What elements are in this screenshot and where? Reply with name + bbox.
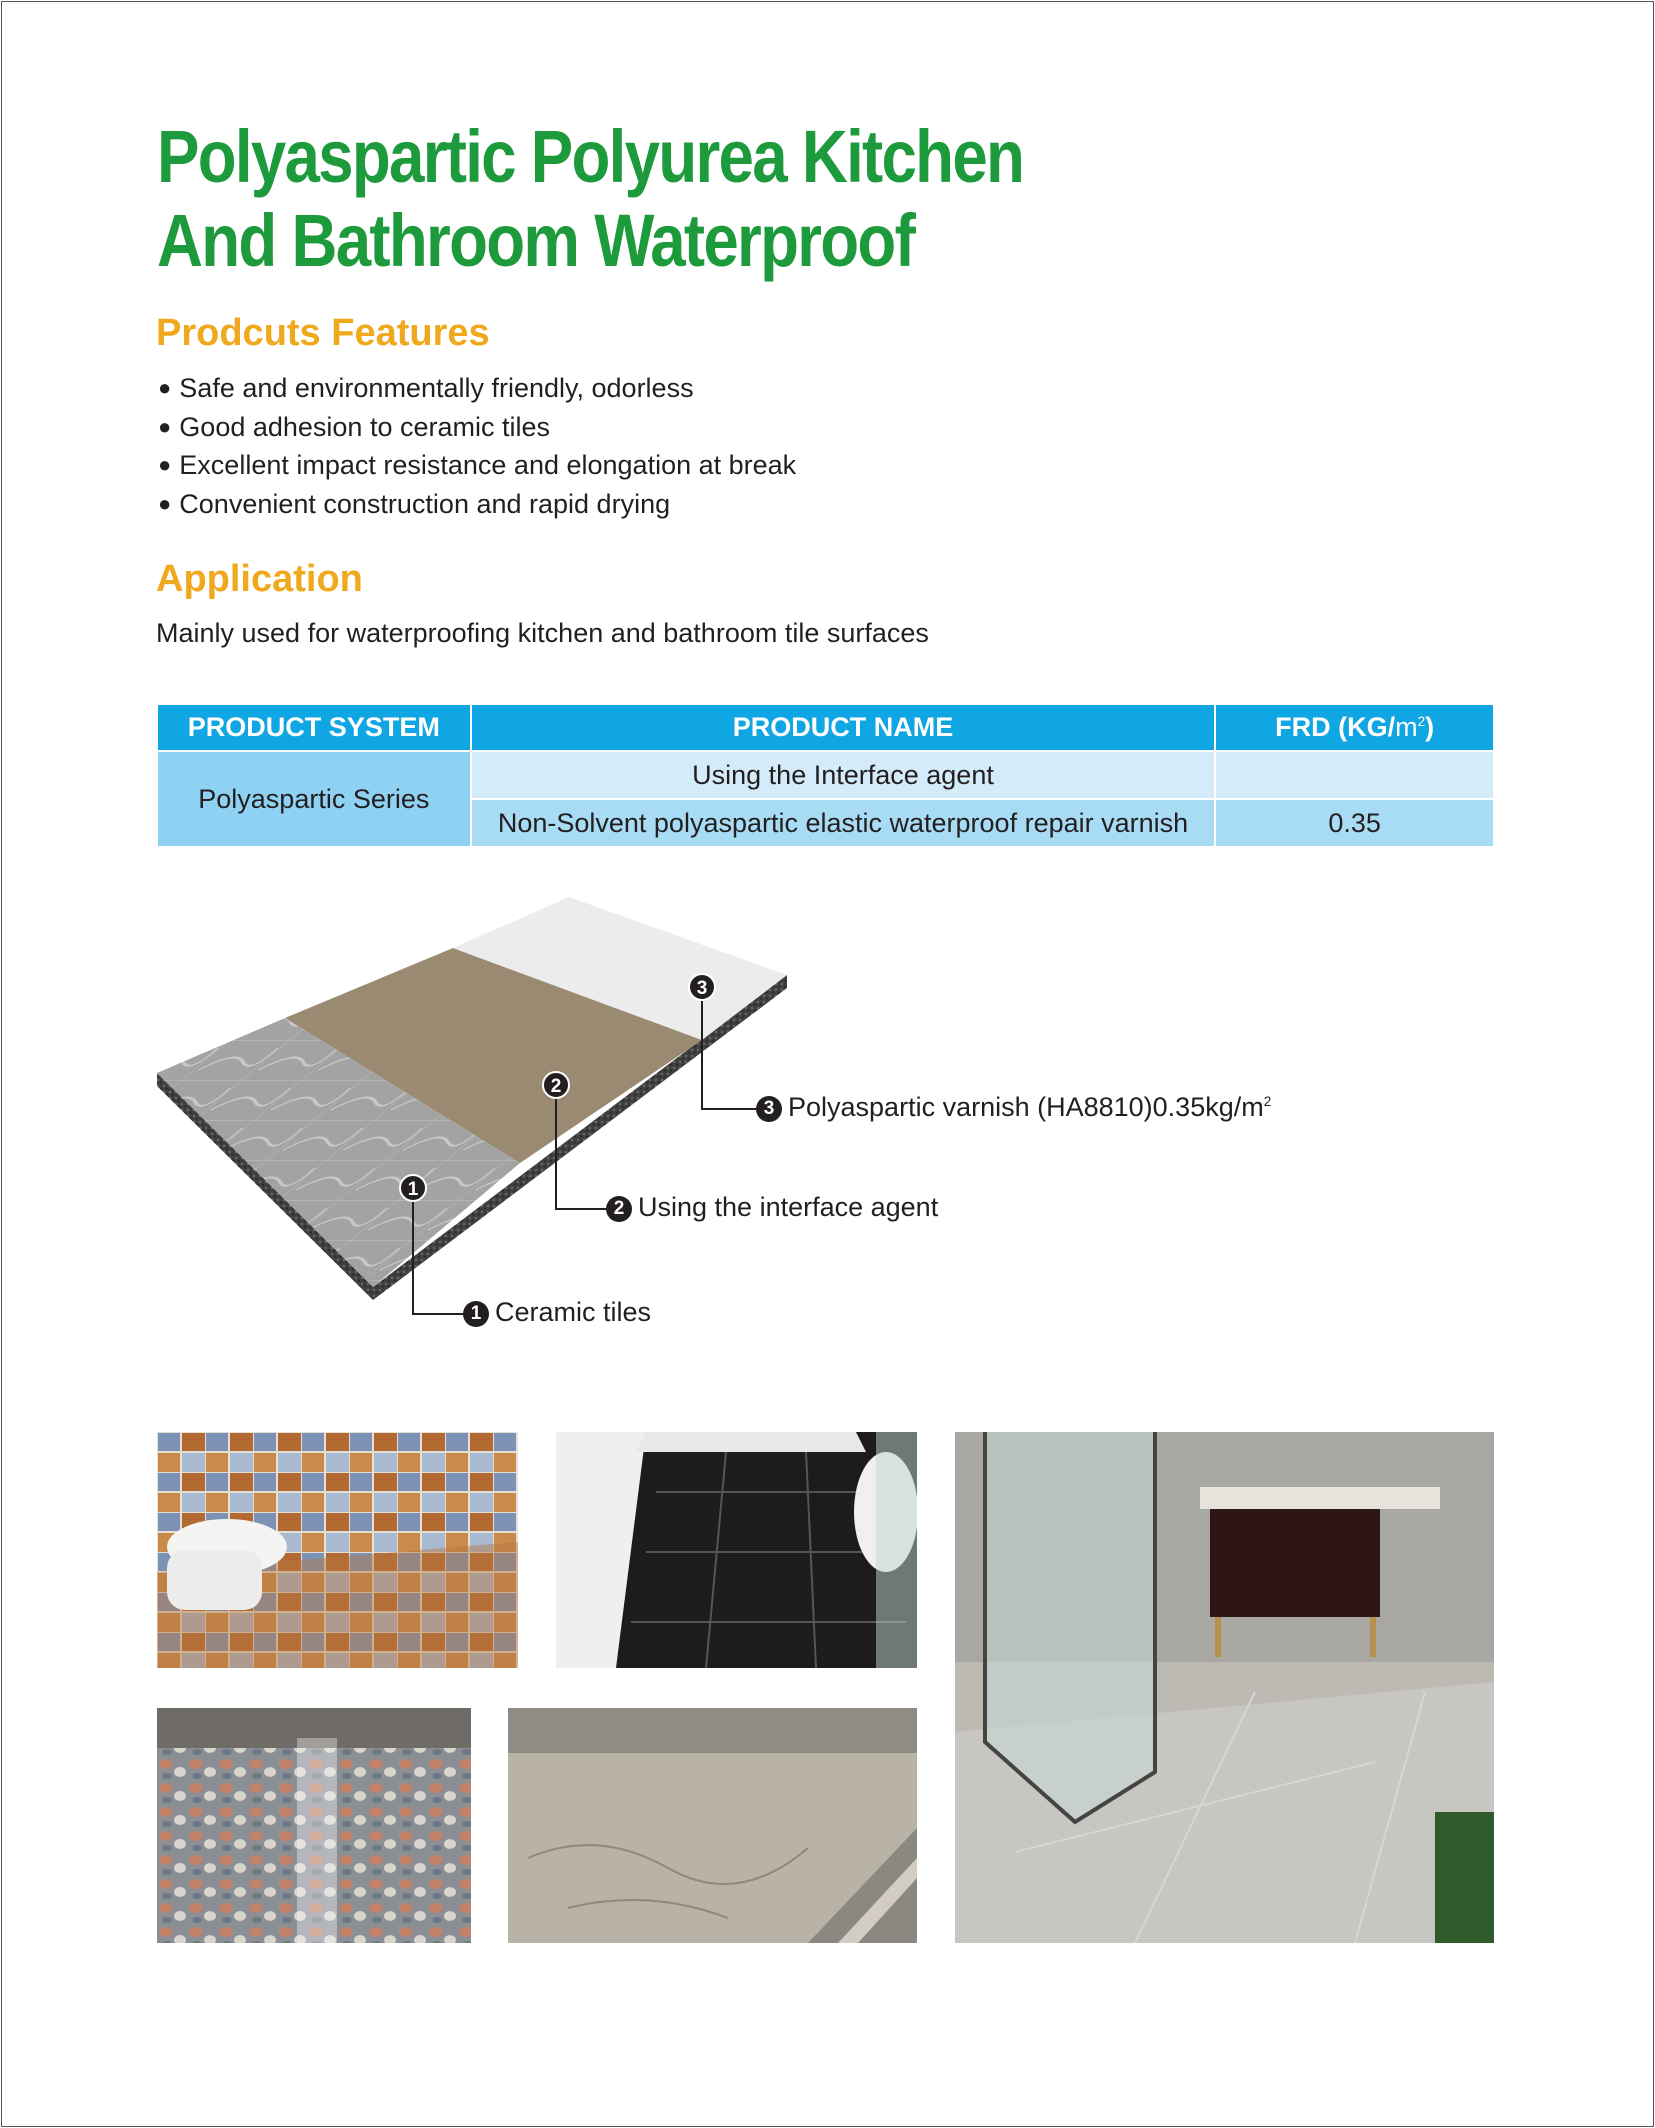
header-product-system: PRODUCT SYSTEM [157, 704, 471, 751]
callout-number: 1 [463, 1301, 489, 1327]
table-row [157, 751, 1494, 799]
callout-number: 2 [606, 1196, 632, 1222]
svg-text:2: 2 [550, 1076, 562, 1097]
marker-1 [400, 1175, 426, 1201]
feature-item: ● Good adhesion to ceramic tiles [158, 409, 796, 448]
title-line-2: And Bathroom Waterproof [157, 199, 915, 282]
glass-shower-bathroom-photo [955, 1432, 1494, 1943]
cell-frd: 0.35 [1215, 799, 1494, 847]
header-frd: FRD $(KG/m^2)$ [1215, 704, 1494, 751]
pebble-tile-floor-photo [157, 1708, 471, 1943]
callout-varnish: 3 Polyaspartic varnish $(HA8810)0.35kg/m^2$ [756, 1092, 1271, 1123]
svg-text:3: 3 [696, 978, 708, 999]
svg-text:1: 1 [407, 1179, 419, 1200]
callout-ceramic-tiles: 1 Ceramic tiles [463, 1297, 651, 1328]
colorful-tile-bathroom-photo [157, 1432, 518, 1668]
title-line-1: Polyaspartic Polyurea Kitchen [157, 115, 1024, 198]
coated-concrete-floor-photo [508, 1708, 917, 1943]
feature-item: ● Excellent impact resistance and elongation at break [158, 447, 796, 486]
callout-number: 3 [756, 1096, 782, 1122]
features-list [158, 370, 796, 525]
marker-2 [543, 1072, 569, 1098]
application-heading: Application [156, 558, 363, 600]
black-tile-floor-photo [556, 1432, 917, 1668]
cell-product-name: Non-Solvent polyaspartic elastic waterproof repair varnish [471, 799, 1216, 847]
cell-product-name: Using the Interface agent [471, 751, 1216, 799]
feature-item: ● Convenient construction and rapid drying [158, 486, 796, 525]
header-product-name: PRODUCT NAME [471, 704, 1216, 751]
features-heading: Prodcuts Features [156, 312, 490, 354]
marker-3 [689, 974, 715, 1000]
application-text: Mainly used for waterproofing kitchen and bathroom tile surfaces [156, 618, 929, 648]
callout-interface-agent: 2 Using the interface agent [606, 1192, 938, 1223]
page-title [157, 115, 1023, 283]
cell-product-system: Polyaspartic Series [157, 751, 471, 847]
table-header-row [157, 704, 1494, 751]
product-table [156, 703, 1495, 848]
feature-item: ● Safe and environmentally friendly, odorless [158, 370, 796, 409]
cell-frd [1215, 751, 1494, 799]
